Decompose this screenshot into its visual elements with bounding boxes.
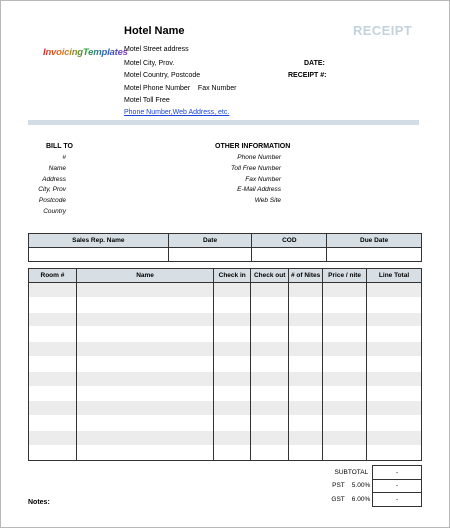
table-cell[interactable] [367, 445, 422, 460]
table-cell[interactable] [289, 386, 323, 401]
table-cell[interactable] [323, 371, 367, 386]
table-row [29, 283, 422, 298]
table-row [29, 386, 422, 401]
table-cell[interactable] [323, 312, 367, 327]
table-cell[interactable] [76, 297, 213, 312]
other-info-website-label: Web Site [254, 197, 281, 204]
table-cell[interactable] [289, 430, 323, 445]
address-line-phone-fax: Motel Phone Number Fax Number [124, 85, 237, 92]
check-in-header: Check in [214, 269, 251, 283]
table-cell[interactable] [29, 356, 77, 371]
cod-cell[interactable] [252, 248, 327, 262]
table-row [29, 342, 422, 357]
bill-to-country-label: Country [43, 208, 66, 215]
table-row [29, 445, 422, 460]
table-cell[interactable] [214, 297, 251, 312]
table-cell[interactable] [251, 430, 289, 445]
table-cell[interactable] [214, 401, 251, 416]
table-cell[interactable] [289, 401, 323, 416]
bill-to-number-label: # [62, 154, 66, 161]
table-cell[interactable] [76, 342, 213, 357]
table-cell[interactable] [29, 312, 77, 327]
table-cell[interactable] [367, 371, 422, 386]
table-cell[interactable] [289, 327, 323, 342]
name-header: Name [76, 269, 213, 283]
other-info-email-label: E-Mail Address [237, 186, 281, 193]
table-cell[interactable] [367, 356, 422, 371]
address-line-toll-free: Motel Toll Free [124, 97, 170, 104]
due-date-cell[interactable] [327, 248, 422, 262]
date-header: Date [168, 234, 252, 248]
table-cell[interactable] [251, 371, 289, 386]
bill-to-address-label: Address [42, 176, 66, 183]
table-row [29, 401, 422, 416]
table-cell[interactable] [251, 312, 289, 327]
table-cell[interactable] [29, 401, 77, 416]
table-cell[interactable] [323, 342, 367, 357]
table-cell[interactable] [214, 312, 251, 327]
table-cell[interactable] [76, 356, 213, 371]
bill-to-name-label: Name [48, 165, 66, 172]
table-cell[interactable] [289, 312, 323, 327]
table-cell[interactable] [251, 356, 289, 371]
sales-header-row [29, 234, 422, 248]
header-divider [28, 120, 419, 125]
table-cell[interactable] [289, 371, 323, 386]
table-cell[interactable] [367, 430, 422, 445]
table-cell[interactable] [251, 401, 289, 416]
gst-label: GST [331, 495, 345, 503]
other-info-heading: OTHER INFORMATION [215, 143, 291, 150]
cod-header: COD [252, 234, 327, 248]
receipt-title: RECEIPT [353, 23, 413, 38]
address-line-city: Motel City, Prov. [124, 60, 175, 67]
table-cell[interactable] [323, 327, 367, 342]
table-cell[interactable] [29, 445, 77, 460]
gst-row [293, 493, 422, 507]
table-row [29, 430, 422, 445]
table-cell[interactable] [76, 401, 213, 416]
hotel-name: Hotel Name [124, 25, 185, 37]
table-row [29, 327, 422, 342]
table-cell[interactable] [29, 342, 77, 357]
pst-row [293, 479, 422, 493]
sales-info-table [28, 233, 422, 262]
sales-rep-cell[interactable] [29, 248, 169, 262]
table-cell[interactable] [214, 416, 251, 431]
due-date-header: Due Date [327, 234, 422, 248]
address-line-street: Motel Street address [124, 46, 189, 53]
table-cell[interactable] [214, 386, 251, 401]
table-cell[interactable] [29, 430, 77, 445]
table-cell[interactable] [214, 445, 251, 460]
table-cell[interactable] [251, 327, 289, 342]
subtotal-label: SUBTOTAL [293, 466, 373, 480]
table-cell[interactable] [367, 283, 422, 298]
gst-rate[interactable]: 6.00% [349, 493, 373, 507]
table-cell[interactable] [367, 312, 422, 327]
table-cell[interactable] [251, 283, 289, 298]
table-cell[interactable] [76, 312, 213, 327]
gst-value: - [373, 493, 422, 507]
table-cell[interactable] [289, 356, 323, 371]
table-cell[interactable] [289, 283, 323, 298]
check-out-header: Check out [251, 269, 289, 283]
table-cell[interactable] [367, 401, 422, 416]
nites-header: # of Nites [289, 269, 323, 283]
table-cell[interactable] [367, 327, 422, 342]
table-cell[interactable] [367, 416, 422, 431]
table-cell[interactable] [214, 356, 251, 371]
address-line-country: Motel Country, Postcode [124, 72, 201, 79]
table-cell[interactable] [323, 386, 367, 401]
table-row [29, 297, 422, 312]
other-info-toll-free-label: Toll Free Number [231, 165, 281, 172]
table-cell[interactable] [289, 416, 323, 431]
table-cell[interactable] [289, 297, 323, 312]
notes-label: Notes: [28, 499, 50, 506]
table-cell[interactable] [76, 445, 213, 460]
table-cell[interactable] [289, 342, 323, 357]
bill-to-postcode-label: Postcode [38, 197, 66, 204]
table-row [29, 416, 422, 431]
table-cell[interactable] [251, 297, 289, 312]
table-cell[interactable] [289, 445, 323, 460]
table-cell[interactable] [76, 371, 213, 386]
bill-to-city-label: City, Prov [38, 186, 66, 193]
table-row [29, 356, 422, 371]
table-cell[interactable] [29, 297, 77, 312]
price-per-nite-header: Price / nite [323, 269, 367, 283]
table-cell[interactable] [214, 371, 251, 386]
table-cell[interactable] [251, 445, 289, 460]
items-header-row [29, 269, 422, 283]
table-row [29, 371, 422, 386]
table-cell[interactable] [76, 283, 213, 298]
other-info-phone-label: Phone Number [237, 154, 281, 161]
pst-rate[interactable]: 5.00% [349, 479, 373, 493]
table-cell[interactable] [76, 430, 213, 445]
sales-value-row [29, 248, 422, 262]
bill-to-heading: BILL TO [46, 143, 73, 150]
table-cell[interactable] [323, 416, 367, 431]
line-total-header: Line Total [367, 269, 422, 283]
table-cell[interactable] [214, 430, 251, 445]
table-cell[interactable] [323, 445, 367, 460]
subtotal-row [293, 466, 422, 480]
table-cell[interactable] [323, 297, 367, 312]
table-cell[interactable] [251, 342, 289, 357]
table-cell[interactable] [214, 283, 251, 298]
pst-label: PST [332, 482, 345, 490]
subtotal-value: - [373, 466, 422, 480]
line-items-table [28, 268, 422, 461]
date-label: DATE: [304, 60, 325, 67]
table-cell[interactable] [367, 386, 422, 401]
table-cell[interactable] [76, 416, 213, 431]
table-cell[interactable] [323, 356, 367, 371]
table-cell[interactable] [76, 327, 213, 342]
web-address-link[interactable]: Phone Number,Web Address, etc. [124, 109, 230, 116]
table-cell[interactable] [214, 327, 251, 342]
table-cell[interactable] [323, 283, 367, 298]
table-cell[interactable] [29, 386, 77, 401]
table-cell[interactable] [29, 327, 77, 342]
table-cell[interactable] [76, 386, 213, 401]
table-cell[interactable] [251, 416, 289, 431]
items-body [29, 283, 422, 461]
table-cell[interactable] [367, 342, 422, 357]
table-cell[interactable] [323, 401, 367, 416]
totals-table [293, 465, 422, 507]
table-cell[interactable] [214, 342, 251, 357]
table-row [29, 312, 422, 327]
receipt-number-label: RECEIPT #: [288, 72, 327, 79]
table-cell[interactable] [29, 416, 77, 431]
table-cell[interactable] [323, 430, 367, 445]
table-cell[interactable] [29, 283, 77, 298]
room-number-header: Room # [29, 269, 77, 283]
other-info-fax-label: Fax Number [245, 176, 281, 183]
table-cell[interactable] [29, 371, 77, 386]
pst-value: - [373, 479, 422, 493]
date-cell[interactable] [168, 248, 252, 262]
table-cell[interactable] [251, 386, 289, 401]
table-cell[interactable] [367, 297, 422, 312]
invoicing-templates-logo: InvoicingTemplates [43, 47, 128, 58]
sales-rep-header: Sales Rep. Name [29, 234, 169, 248]
